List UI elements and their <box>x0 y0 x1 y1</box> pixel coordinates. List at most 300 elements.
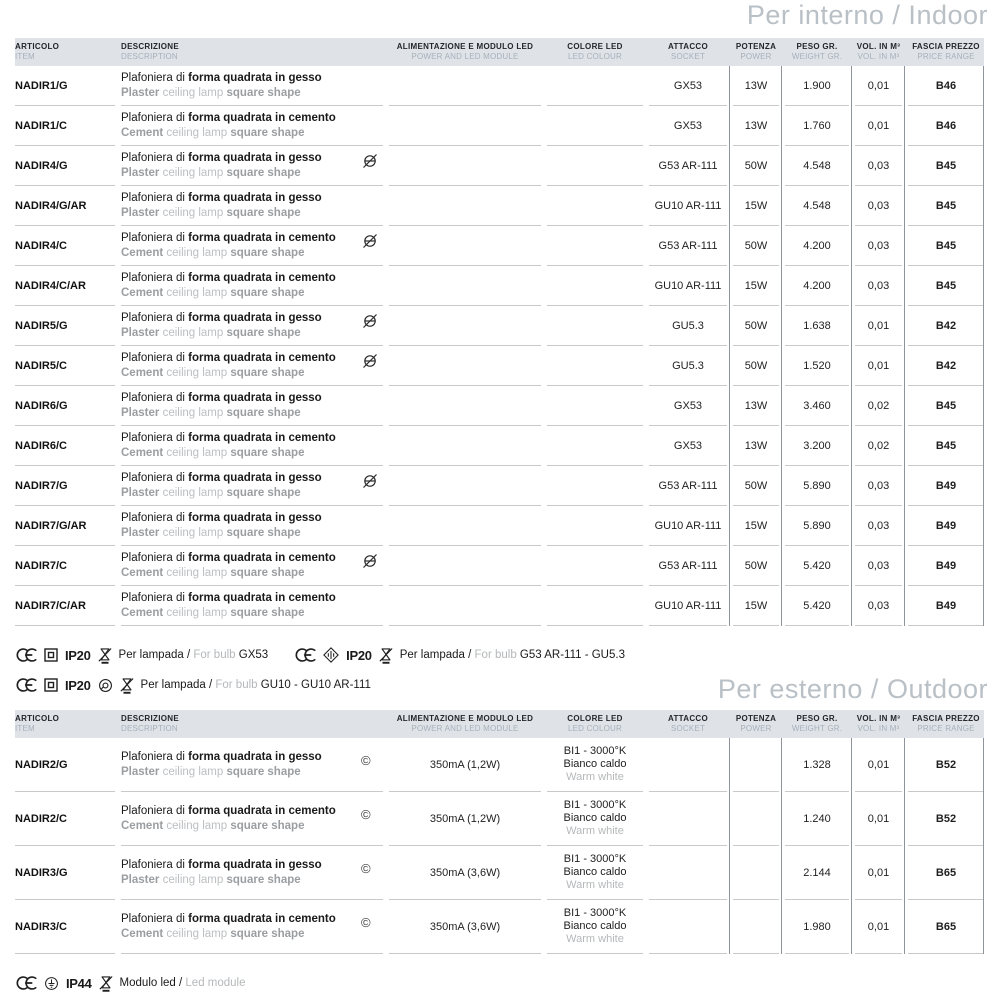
description-en: Plaster ceiling lamp square shape <box>121 327 301 339</box>
description-cell <box>121 386 383 426</box>
description-it: Plafoniera di forma quadrata in gesso <box>121 859 322 871</box>
col-header-potenza: POTENZA POWER <box>735 42 777 61</box>
col-header-alimentazione: ALIMENTAZIONE E MODULO LED POWER AND LED MODULE <box>396 42 534 61</box>
col-header-attacco: ATTACCO SOCKET <box>667 714 709 733</box>
weight-value: 1.900 <box>785 66 849 106</box>
column-divider <box>781 66 782 626</box>
led-colour-cell <box>547 792 643 846</box>
description-cell <box>121 738 383 792</box>
power-module-value: 350mA (1,2W) <box>389 738 541 792</box>
weight-value: 1.328 <box>785 738 849 792</box>
column-divider <box>983 738 984 954</box>
volume-value: 0,01 <box>855 106 902 146</box>
table-row <box>15 226 984 266</box>
volume-value: 0,01 <box>855 306 902 346</box>
power-module-cell <box>389 146 541 186</box>
power-module-value: 350mA (3,6W) <box>389 846 541 900</box>
article-code: NADIR7/G <box>15 466 115 506</box>
weight-value: 5.420 <box>785 586 849 626</box>
table-row <box>15 546 984 586</box>
power-value: 13W <box>733 66 779 106</box>
led-colour-cell <box>547 266 643 306</box>
col-header-fascia-prezzo: FASCIA PREZZO PRICE RANGE <box>912 714 980 733</box>
table-row <box>15 586 984 626</box>
table-row <box>15 900 984 954</box>
description-en: Cement ceiling lamp square shape <box>121 247 305 259</box>
volume-value: 0,03 <box>855 266 902 306</box>
power-value: 13W <box>733 426 779 466</box>
article-code: NADIR3/G <box>15 846 115 900</box>
article-code: NADIR1/G <box>15 66 115 106</box>
description-it: Plafoniera di forma quadrata in cemento <box>121 232 336 244</box>
led-module-icon: © <box>361 807 371 822</box>
col-header-articolo: ARTICOLO ITEM <box>15 714 60 733</box>
col-header-descrizione: DESCRIZIONE DESCRIPTION <box>121 42 179 61</box>
description-cell <box>121 66 383 106</box>
led-colour-cell <box>547 506 643 546</box>
note-text: Modulo led / Led module <box>119 977 246 989</box>
ip-rating: IP20 <box>65 647 91 663</box>
description-it: Plafoniera di forma quadrata in cemento <box>121 552 336 564</box>
price-range-value: B65 <box>908 846 984 900</box>
price-range-value: B52 <box>908 738 984 792</box>
column-divider <box>781 738 782 954</box>
weight-value: 5.890 <box>785 466 849 506</box>
table-row <box>15 846 984 900</box>
ce-mark-icon <box>15 648 37 662</box>
col-header-peso: PESO GR. WEIGHT GR. <box>791 714 843 733</box>
volume-value: 0,01 <box>855 66 902 106</box>
note-text: Per lampada / For bulb GU10 - GU10 AR-111 <box>140 679 371 691</box>
description-en: Cement ceiling lamp square shape <box>121 928 305 940</box>
price-range-value: B45 <box>908 386 984 426</box>
weight-value: 4.548 <box>785 146 849 186</box>
outdoor-table-header <box>15 710 984 738</box>
outdoor-table-body <box>15 738 984 954</box>
socket-cell <box>649 846 727 900</box>
description-it: Plafoniera di forma quadrata in cemento <box>121 805 336 817</box>
article-code: NADIR1/C <box>15 106 115 146</box>
column-divider <box>729 738 730 954</box>
socket-value: GU10 AR-111 <box>649 506 727 546</box>
led-colour-code: BI1 - 3000°K <box>563 853 627 865</box>
table-row <box>15 186 984 226</box>
socket-value: G53 AR-111 <box>649 466 727 506</box>
led-colour-it: Bianco caldo <box>563 758 627 770</box>
power-module-cell <box>389 226 541 266</box>
volume-value: 0,03 <box>855 506 902 546</box>
power-value: 50W <box>733 146 779 186</box>
power-cell <box>733 738 779 792</box>
description-it: Plafoniera di forma quadrata in cemento <box>121 592 336 604</box>
volume-value: 0,01 <box>855 846 902 900</box>
note-text: Per lampada / For bulb GX53 <box>118 649 269 661</box>
power-module-cell <box>389 106 541 146</box>
description-cell <box>121 586 383 626</box>
led-colour-cell <box>547 106 643 146</box>
indoor-table-header <box>15 38 984 66</box>
price-range-value: B42 <box>908 346 984 386</box>
description-it: Plafoniera di forma quadrata in gesso <box>121 751 322 763</box>
power-module-value: 350mA (1,2W) <box>389 792 541 846</box>
col-header-colore-led: COLORE LED LED COLOUR <box>567 714 623 733</box>
article-code: NADIR6/C <box>15 426 115 466</box>
table-row <box>15 306 984 346</box>
led-colour-cell <box>547 846 643 900</box>
power-module-cell <box>389 266 541 306</box>
table-row <box>15 738 984 792</box>
price-range-value: B49 <box>908 586 984 626</box>
led-colour-cell <box>547 186 643 226</box>
col-header-colore-led: COLORE LED LED COLOUR <box>567 42 623 61</box>
socket-cell <box>649 738 727 792</box>
no-bulb-icon <box>361 353 379 369</box>
column-divider <box>904 738 905 954</box>
col-header-potenza: POTENZA POWER <box>735 714 777 733</box>
led-colour-code: BI1 - 3000°K <box>563 799 627 811</box>
power-value: 15W <box>733 506 779 546</box>
indoor-table-body <box>15 66 984 626</box>
description-en: Plaster ceiling lamp square shape <box>121 874 301 886</box>
power-value: 50W <box>733 306 779 346</box>
earth-class-i-icon <box>44 976 59 991</box>
column-divider <box>851 738 852 954</box>
description-cell <box>121 186 383 226</box>
column-divider <box>729 66 730 626</box>
lamp-shield-icon <box>98 678 113 693</box>
description-it: Plafoniera di forma quadrata in cemento <box>121 432 336 444</box>
no-bulb-icon <box>361 553 379 569</box>
cert-group-gx53 <box>15 647 268 664</box>
description-cell <box>121 346 383 386</box>
led-colour-cell <box>547 466 643 506</box>
weight-value: 1.240 <box>785 792 849 846</box>
price-range-value: B52 <box>908 792 984 846</box>
volume-value: 0,03 <box>855 546 902 586</box>
led-colour-cell <box>547 426 643 466</box>
crossed-hourglass-icon <box>120 677 134 694</box>
description-it: Plafoniera di forma quadrata in gesso <box>121 472 322 484</box>
led-colour-en: Warm white <box>566 933 624 945</box>
led-colour-cell <box>547 146 643 186</box>
power-module-cell <box>389 66 541 106</box>
no-bulb-icon <box>361 473 379 489</box>
price-range-value: B45 <box>908 186 984 226</box>
description-en: Cement ceiling lamp square shape <box>121 607 305 619</box>
description-en: Plaster ceiling lamp square shape <box>121 167 301 179</box>
description-cell <box>121 506 383 546</box>
socket-value: G53 AR-111 <box>649 546 727 586</box>
table-row <box>15 266 984 306</box>
led-colour-cell <box>547 346 643 386</box>
led-module-icon: © <box>361 861 371 876</box>
no-bulb-icon <box>361 153 379 169</box>
volume-value: 0,01 <box>855 346 902 386</box>
power-module-cell <box>389 346 541 386</box>
description-en: Plaster ceiling lamp square shape <box>121 766 301 778</box>
led-colour-en: Warm white <box>566 825 624 837</box>
cert-group-led-module <box>15 975 246 992</box>
ip-rating: IP20 <box>65 677 91 693</box>
volume-value: 0,01 <box>855 792 902 846</box>
led-colour-cell <box>547 66 643 106</box>
cert-group-g53 <box>294 647 625 664</box>
article-code: NADIR4/G <box>15 146 115 186</box>
power-value: 15W <box>733 266 779 306</box>
led-colour-cell <box>547 306 643 346</box>
socket-value: G53 AR-111 <box>649 146 727 186</box>
volume-value: 0,03 <box>855 226 902 266</box>
socket-cell <box>649 792 727 846</box>
table-row <box>15 792 984 846</box>
article-code: NADIR2/G <box>15 738 115 792</box>
socket-value: GU10 AR-111 <box>649 186 727 226</box>
table-row <box>15 346 984 386</box>
led-module-icon: © <box>361 753 371 768</box>
article-code: NADIR6/G <box>15 386 115 426</box>
col-header-alimentazione: ALIMENTAZIONE E MODULO LED POWER AND LED MODULE <box>396 714 534 733</box>
price-range-value: B45 <box>908 426 984 466</box>
power-value: 50W <box>733 466 779 506</box>
led-colour-cell <box>547 900 643 954</box>
article-code: NADIR5/C <box>15 346 115 386</box>
socket-value: GU10 AR-111 <box>649 586 727 626</box>
volume-value: 0,02 <box>855 426 902 466</box>
description-cell <box>121 426 383 466</box>
class-ii-square-icon <box>44 648 58 662</box>
led-colour-en: Warm white <box>566 771 624 783</box>
description-cell <box>121 106 383 146</box>
article-code: NADIR7/C/AR <box>15 586 115 626</box>
col-header-peso: PESO GR. WEIGHT GR. <box>791 42 843 61</box>
power-cell <box>733 900 779 954</box>
table-row <box>15 146 984 186</box>
description-cell <box>121 546 383 586</box>
weight-value: 4.200 <box>785 226 849 266</box>
price-range-value: B42 <box>908 306 984 346</box>
price-range-value: B46 <box>908 66 984 106</box>
volume-value: 0,03 <box>855 146 902 186</box>
description-it: Plafoniera di forma quadrata in cemento <box>121 112 336 124</box>
power-module-cell <box>389 466 541 506</box>
class-ii-square-icon <box>44 678 58 692</box>
led-colour-code: BI1 - 3000°K <box>563 745 627 757</box>
weight-value: 1.760 <box>785 106 849 146</box>
led-colour-cell <box>547 386 643 426</box>
description-it: Plafoniera di forma quadrata in gesso <box>121 512 322 524</box>
outdoor-table <box>15 710 984 954</box>
no-bulb-icon <box>361 313 379 329</box>
led-module-icon: © <box>361 915 371 930</box>
description-it: Plafoniera di forma quadrata in gesso <box>121 72 322 84</box>
description-cell <box>121 146 383 186</box>
power-value: 50W <box>733 546 779 586</box>
price-range-value: B45 <box>908 266 984 306</box>
power-value: 15W <box>733 586 779 626</box>
socket-value: GX53 <box>649 386 727 426</box>
power-cell <box>733 792 779 846</box>
led-colour-cell <box>547 226 643 266</box>
description-cell <box>121 900 383 954</box>
description-it: Plafoniera di forma quadrata in cemento <box>121 352 336 364</box>
hatched-diamond-icon <box>323 647 339 663</box>
weight-value: 3.200 <box>785 426 849 466</box>
cert-group-gu10 <box>15 677 371 694</box>
description-en: Plaster ceiling lamp square shape <box>121 407 301 419</box>
col-header-attacco: ATTACCO SOCKET <box>667 42 709 61</box>
indoor-section-title: Per interno / Indoor <box>746 0 988 30</box>
socket-value: GX53 <box>649 426 727 466</box>
price-range-value: B45 <box>908 226 984 266</box>
led-colour-cell <box>547 546 643 586</box>
price-range-value: B49 <box>908 546 984 586</box>
crossed-hourglass-icon <box>99 975 113 992</box>
description-en: Cement ceiling lamp square shape <box>121 820 305 832</box>
weight-value: 1.520 <box>785 346 849 386</box>
socket-value: GU10 AR-111 <box>649 266 727 306</box>
weight-value: 4.548 <box>785 186 849 226</box>
price-range-value: B65 <box>908 900 984 954</box>
outdoor-section-title: Per esterno / Outdoor <box>717 674 988 704</box>
price-range-value: B49 <box>908 506 984 546</box>
description-it: Plafoniera di forma quadrata in gesso <box>121 152 322 164</box>
table-row <box>15 386 984 426</box>
weight-value: 5.890 <box>785 506 849 546</box>
weight-value: 2.144 <box>785 846 849 900</box>
description-cell <box>121 226 383 266</box>
column-divider <box>851 66 852 626</box>
table-row <box>15 506 984 546</box>
weight-value: 4.200 <box>785 266 849 306</box>
socket-value: G53 AR-111 <box>649 226 727 266</box>
power-module-cell <box>389 306 541 346</box>
indoor-table <box>15 38 984 626</box>
volume-value: 0,03 <box>855 186 902 226</box>
weight-value: 5.420 <box>785 546 849 586</box>
description-en: Plaster ceiling lamp square shape <box>121 487 301 499</box>
power-module-cell <box>389 186 541 226</box>
power-module-cell <box>389 506 541 546</box>
weight-value: 1.638 <box>785 306 849 346</box>
power-module-value: 350mA (3,6W) <box>389 900 541 954</box>
ip-rating: IP20 <box>346 647 372 663</box>
price-range-value: B46 <box>908 106 984 146</box>
description-cell <box>121 306 383 346</box>
description-cell <box>121 846 383 900</box>
article-code: NADIR4/G/AR <box>15 186 115 226</box>
table-row <box>15 466 984 506</box>
column-divider <box>904 66 905 626</box>
socket-value: GX53 <box>649 66 727 106</box>
socket-cell <box>649 900 727 954</box>
led-colour-it: Bianco caldo <box>563 920 627 932</box>
description-it: Plafoniera di forma quadrata in cemento <box>121 272 336 284</box>
led-colour-cell <box>547 738 643 792</box>
article-code: NADIR7/C <box>15 546 115 586</box>
article-code: NADIR2/C <box>15 792 115 846</box>
power-module-cell <box>389 386 541 426</box>
certification-line-1 <box>15 640 1000 670</box>
article-code: NADIR4/C/AR <box>15 266 115 306</box>
power-value: 50W <box>733 346 779 386</box>
description-it: Plafoniera di forma quadrata in cemento <box>121 913 336 925</box>
description-en: Cement ceiling lamp square shape <box>121 447 305 459</box>
power-value: 13W <box>733 106 779 146</box>
col-header-articolo: ARTICOLO ITEM <box>15 42 60 61</box>
outdoor-certifications <box>15 968 1000 998</box>
socket-value: GX53 <box>649 106 727 146</box>
description-it: Plafoniera di forma quadrata in gesso <box>121 192 322 204</box>
col-header-volume: VOL. IN M³ VOL. IN M³ <box>856 714 901 733</box>
description-en: Cement ceiling lamp square shape <box>121 287 305 299</box>
power-cell <box>733 846 779 900</box>
description-en: Cement ceiling lamp square shape <box>121 567 305 579</box>
description-en: Plaster ceiling lamp square shape <box>121 207 301 219</box>
col-header-volume: VOL. IN M³ VOL. IN M³ <box>856 42 901 61</box>
power-module-cell <box>389 426 541 466</box>
description-cell <box>121 792 383 846</box>
table-row <box>15 66 984 106</box>
description-it: Plafoniera di forma quadrata in gesso <box>121 392 322 404</box>
ip-rating: IP44 <box>66 975 92 991</box>
volume-value: 0,02 <box>855 386 902 426</box>
price-range-value: B45 <box>908 146 984 186</box>
description-en: Cement ceiling lamp square shape <box>121 367 305 379</box>
socket-value: GU5.3 <box>649 346 727 386</box>
volume-value: 0,03 <box>855 466 902 506</box>
table-row <box>15 106 984 146</box>
price-range-value: B49 <box>908 466 984 506</box>
description-cell <box>121 466 383 506</box>
led-colour-cell <box>547 586 643 626</box>
column-divider <box>983 66 984 626</box>
no-bulb-icon <box>361 233 379 249</box>
article-code: NADIR4/C <box>15 226 115 266</box>
led-colour-it: Bianco caldo <box>563 866 627 878</box>
power-value: 13W <box>733 386 779 426</box>
led-colour-it: Bianco caldo <box>563 812 627 824</box>
led-colour-en: Warm white <box>566 879 624 891</box>
description-it: Plafoniera di forma quadrata in gesso <box>121 312 322 324</box>
table-row <box>15 426 984 466</box>
weight-value: 1.980 <box>785 900 849 954</box>
description-cell <box>121 266 383 306</box>
power-value: 50W <box>733 226 779 266</box>
article-code: NADIR7/G/AR <box>15 506 115 546</box>
volume-value: 0,01 <box>855 738 902 792</box>
crossed-hourglass-icon <box>379 647 393 664</box>
description-en: Plaster ceiling lamp square shape <box>121 527 301 539</box>
note-text: Per lampada / For bulb G53 AR-111 - GU5.3 <box>399 649 625 661</box>
ce-mark-icon <box>15 976 37 990</box>
power-value: 15W <box>733 186 779 226</box>
col-header-fascia-prezzo: FASCIA PREZZO PRICE RANGE <box>912 42 980 61</box>
power-module-cell <box>389 546 541 586</box>
ce-mark-icon <box>294 648 316 662</box>
col-header-descrizione: DESCRIZIONE DESCRIPTION <box>121 714 179 733</box>
article-code: NADIR5/G <box>15 306 115 346</box>
crossed-hourglass-icon <box>98 647 112 664</box>
certification-line-outdoor <box>15 968 1000 998</box>
volume-value: 0,01 <box>855 900 902 954</box>
article-code: NADIR3/C <box>15 900 115 954</box>
description-en: Plaster ceiling lamp square shape <box>121 87 301 99</box>
volume-value: 0,03 <box>855 586 902 626</box>
weight-value: 3.460 <box>785 386 849 426</box>
socket-value: GU5.3 <box>649 306 727 346</box>
led-colour-code: BI1 - 3000°K <box>563 907 627 919</box>
description-en: Cement ceiling lamp square shape <box>121 127 305 139</box>
